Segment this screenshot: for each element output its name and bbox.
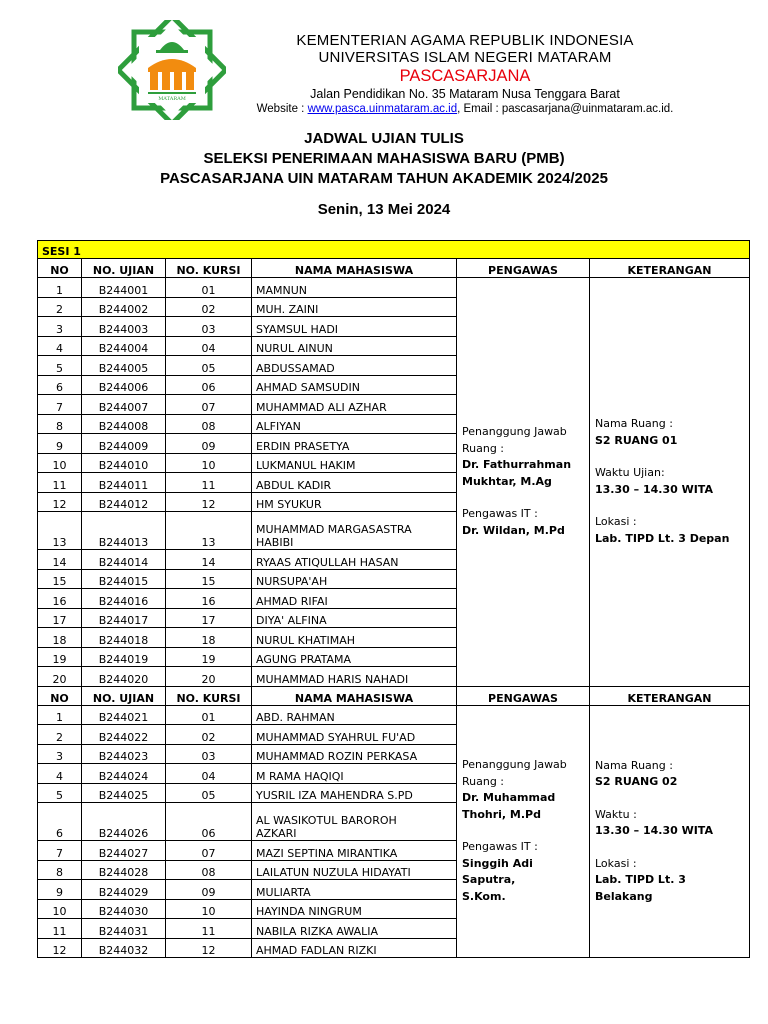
- row-number: 1: [38, 278, 82, 298]
- student-name: [252, 589, 457, 609]
- title-line-3: PASCASARJANA UIN MATARAM TAHUN AKADEMIK 2024/2025: [160, 170, 608, 187]
- col-student-name-header: NAMA MAHASISWA: [252, 686, 457, 705]
- student-name-line: NURUL AINUN: [256, 342, 333, 355]
- table-row: [38, 705, 750, 725]
- student-name-line: YUSRIL IZA MAHENDRA S.PD: [256, 789, 413, 802]
- seat-number: 02: [166, 725, 252, 745]
- student-name-line: SYAMSUL HADI: [256, 322, 339, 336]
- student-name-line: MUHAMMAD ROZIN PERKASA: [256, 750, 418, 763]
- row-number: 5: [38, 356, 82, 376]
- seat-number: 11: [166, 473, 252, 493]
- student-name: [252, 473, 457, 493]
- student-name: [252, 395, 457, 415]
- student-name: [252, 512, 457, 550]
- exam-number: B244029: [82, 880, 166, 900]
- student-name: [252, 550, 457, 570]
- supervisor-name: Dr. Muhammad: [462, 791, 556, 805]
- exam-time: 13.30 – 14.30 WITA: [595, 824, 713, 837]
- exam-number: B244005: [82, 356, 166, 376]
- spacer: [595, 449, 744, 465]
- student-name: [252, 803, 457, 841]
- exam-number: B244027: [82, 841, 166, 861]
- student-name: [252, 744, 457, 764]
- student-name-line: MUHAMMAD HARIS NAHADI: [256, 672, 409, 686]
- col-remarks-header: KETERANGAN: [590, 686, 750, 705]
- col-supervisor-header: PENGAWAS: [457, 686, 590, 705]
- exam-number: B244016: [82, 589, 166, 609]
- row-number: 13: [38, 512, 82, 550]
- row-number: 16: [38, 589, 82, 609]
- exam-number: B244018: [82, 628, 166, 648]
- student-name: [252, 841, 457, 861]
- student-name-line: ALFIYAN: [256, 420, 301, 433]
- seat-number: 20: [166, 667, 252, 687]
- seat-number: 09: [166, 434, 252, 454]
- spacer: [595, 498, 744, 514]
- exam-number: B244022: [82, 725, 166, 745]
- spacer: [595, 791, 744, 807]
- seat-number: 06: [166, 375, 252, 395]
- exam-number: B244026: [82, 803, 166, 841]
- student-name-line: NURSUPA'AH: [256, 575, 328, 588]
- seat-number: 06: [166, 803, 252, 841]
- time-label: Waktu :: [595, 807, 637, 821]
- student-name-line: AHMAD RIFAI: [256, 594, 328, 608]
- student-name: [252, 414, 457, 434]
- it-supervisor-name-2: S.Kom.: [462, 889, 506, 903]
- student-name-line: NABILA RIZKA AWALIA: [256, 924, 379, 938]
- supervisor-role-label-2: Ruang :: [462, 441, 505, 455]
- row-number: 1: [38, 705, 82, 725]
- exam-number: B244007: [82, 395, 166, 415]
- col-seat-number-header: NO. KURSI: [166, 686, 252, 705]
- seat-number: 04: [166, 764, 252, 784]
- seat-number: 05: [166, 783, 252, 803]
- row-number: 18: [38, 628, 82, 648]
- room-label: Nama Ruang :: [595, 758, 673, 772]
- row-number: 7: [38, 395, 82, 415]
- student-name-line: AHMAD FADLAN RIZKI: [256, 944, 377, 957]
- student-name-line: NURUL KHATIMAH: [256, 633, 356, 647]
- row-number: 4: [38, 764, 82, 784]
- exam-number: B244031: [82, 919, 166, 939]
- ministry-name: KEMENTERIAN AGAMA REPUBLIK INDONESIA: [296, 32, 634, 49]
- exam-date: Senin, 13 Mei 2024: [317, 201, 451, 218]
- row-number: 14: [38, 550, 82, 570]
- row-number: 12: [38, 938, 82, 958]
- student-name-line: ABDUL KADIR: [256, 478, 332, 492]
- student-name: [252, 453, 457, 473]
- student-name: [252, 880, 457, 900]
- exam-number: B244024: [82, 764, 166, 784]
- address: Jalan Pendidikan No. 35 Mataram Nusa Tenggara Barat: [310, 87, 620, 101]
- row-number: 11: [38, 473, 82, 493]
- student-name-line-2: AZKARI: [256, 827, 297, 840]
- exam-number: B244021: [82, 705, 166, 725]
- student-name-line: DIYA' ALFINA: [256, 614, 327, 627]
- student-name-line: MUHAMMAD SYAHRUL FU'AD: [256, 730, 416, 744]
- student-name-line: LAILATUN NUZULA HIDAYATI: [256, 866, 411, 879]
- logo-caption: MATARAM: [158, 96, 186, 102]
- student-name: [252, 705, 457, 725]
- time-label: Waktu Ujian:: [595, 466, 665, 480]
- student-name-line: HM SYUKUR: [256, 498, 322, 511]
- col-student-name-header: NAMA MAHASISWA: [252, 259, 457, 278]
- exam-number: B244002: [82, 297, 166, 317]
- spacer: [595, 840, 744, 856]
- row-number: 9: [38, 434, 82, 454]
- student-name: [252, 860, 457, 880]
- seat-number: 19: [166, 647, 252, 667]
- row-number: 6: [38, 375, 82, 395]
- row-number: 10: [38, 899, 82, 919]
- row-number: 8: [38, 860, 82, 880]
- exam-location: Lab. TIPD Lt. 3 Depan: [595, 531, 730, 545]
- supervisor-info: [457, 278, 590, 687]
- row-number: 3: [38, 744, 82, 764]
- student-name-line: MUHAMMAD ALI AZHAR: [256, 400, 387, 414]
- seat-number: 15: [166, 569, 252, 589]
- student-name: [252, 569, 457, 589]
- student-name: [252, 919, 457, 939]
- exam-number: B244020: [82, 667, 166, 687]
- seat-number: 12: [166, 492, 252, 512]
- row-number: 15: [38, 569, 82, 589]
- spacer: [462, 490, 584, 506]
- it-supervisor-label: Pengawas IT :: [462, 840, 538, 854]
- seat-number: 01: [166, 278, 252, 298]
- seat-number: 11: [166, 919, 252, 939]
- title-line-1: JADWAL UJIAN TULIS: [304, 130, 464, 147]
- schedule-body: [38, 241, 750, 958]
- student-name-line: AL WASIKOTUL BAROROH: [256, 814, 397, 827]
- row-number: 17: [38, 608, 82, 628]
- supervisor-name: Dr. Fathurrahman: [462, 458, 572, 472]
- student-name-line: M RAMA HAQIQI: [256, 769, 344, 783]
- exam-number: B244013: [82, 512, 166, 550]
- student-name: [252, 725, 457, 745]
- exam-number: B244001: [82, 278, 166, 298]
- col-no-header: NO: [38, 686, 82, 705]
- student-name-line: MAMNUN: [256, 283, 308, 297]
- seat-number: 10: [166, 453, 252, 473]
- supervisor-name-2: Thohri, M.Pd: [462, 807, 541, 821]
- row-number: 5: [38, 783, 82, 803]
- seat-number: 12: [166, 938, 252, 958]
- student-name-line: RYAAS ATIQULLAH HASAN: [256, 555, 399, 569]
- row-number: 2: [38, 297, 82, 317]
- col-exam-number-header: NO. UJIAN: [82, 259, 166, 278]
- student-name: [252, 375, 457, 395]
- student-name-line: MULIARTA: [256, 885, 311, 899]
- student-name-line: MUHAMMAD MARGASASTRA: [256, 523, 412, 536]
- row-number: 20: [38, 667, 82, 687]
- it-supervisor-name: Singgih Adi Saputra,: [462, 856, 533, 887]
- student-name-line: AHMAD SAMSUDIN: [256, 381, 360, 394]
- supervisor-role-label: Penanggung Jawab: [462, 425, 567, 439]
- it-supervisor-label: Pengawas IT :: [462, 507, 538, 521]
- session-label: SESI 1: [38, 241, 750, 259]
- exam-number: B244014: [82, 550, 166, 570]
- seat-number: 08: [166, 860, 252, 880]
- room-name: S2 RUANG 01: [595, 433, 678, 447]
- exam-number: B244004: [82, 336, 166, 356]
- seat-number: 18: [166, 628, 252, 648]
- student-name: [252, 899, 457, 919]
- seat-number: 04: [166, 336, 252, 356]
- exam-number: B244025: [82, 783, 166, 803]
- row-number: 2: [38, 725, 82, 745]
- row-number: 3: [38, 317, 82, 337]
- exam-number: B244019: [82, 647, 166, 667]
- row-number: 12: [38, 492, 82, 512]
- student-name: [252, 608, 457, 628]
- col-supervisor-header: PENGAWAS: [457, 259, 590, 278]
- exam-time: 13.30 – 14.30 WITA: [595, 482, 713, 496]
- seat-number: 01: [166, 705, 252, 725]
- exam-number: B244023: [82, 744, 166, 764]
- row-number: 7: [38, 841, 82, 861]
- room-label: Nama Ruang :: [595, 417, 673, 431]
- exam-number: B244028: [82, 860, 166, 880]
- row-number: 9: [38, 880, 82, 900]
- location-label: Lokasi :: [595, 856, 637, 870]
- student-name-line: ABD. RAHMAN: [256, 711, 335, 724]
- seat-number: 09: [166, 880, 252, 900]
- row-number: 6: [38, 803, 82, 841]
- col-exam-number-header: NO. UJIAN: [82, 686, 166, 705]
- col-no-header: NO: [38, 259, 82, 278]
- student-name-line: AGUNG PRATAMA: [256, 653, 352, 666]
- exam-number: B244010: [82, 453, 166, 473]
- student-name: [252, 356, 457, 376]
- email-text: , Email : pascasarjana@uinmataram.ac.id.: [457, 103, 674, 115]
- seat-number: 03: [166, 317, 252, 337]
- student-name-line: ERDIN PRASETYA: [256, 439, 350, 453]
- seat-number: 08: [166, 414, 252, 434]
- student-name-line: ABDUSSAMAD: [256, 361, 335, 375]
- exam-number: B244015: [82, 569, 166, 589]
- student-name: [252, 764, 457, 784]
- university-name: UNIVERSITAS ISLAM NEGERI MATARAM: [318, 49, 612, 66]
- exam-location: Lab. TIPD Lt. 3 Belakang: [595, 873, 686, 903]
- col-seat-number-header: NO. KURSI: [166, 259, 252, 278]
- seat-number: 05: [166, 356, 252, 376]
- column-header-row: [38, 259, 750, 278]
- student-name: [252, 434, 457, 454]
- seat-number: 02: [166, 297, 252, 317]
- student-name-line: LUKMANUL HAKIM: [256, 459, 356, 472]
- row-number: 19: [38, 647, 82, 667]
- row-number: 11: [38, 919, 82, 939]
- document-titles: [0, 129, 768, 220]
- column-header-row: [38, 686, 750, 705]
- student-name: [252, 297, 457, 317]
- website-link[interactable]: www.pasca.uinmataram.ac.id: [307, 103, 458, 115]
- seat-number: 17: [166, 608, 252, 628]
- room-name: S2 RUANG 02: [595, 775, 678, 788]
- student-name: [252, 938, 457, 958]
- website-label: Website :: [256, 103, 308, 115]
- table-row: [38, 278, 750, 298]
- seat-number: 07: [166, 841, 252, 861]
- it-supervisor-name: Dr. Wildan, M.Pd: [462, 523, 565, 537]
- title-line-2: SELEKSI PENERIMAAN MAHASISWA BARU (PMB): [203, 150, 565, 167]
- student-name-line: MAZI SEPTINA MIRANTIKA: [256, 846, 398, 860]
- exam-number: B244009: [82, 434, 166, 454]
- exam-number: B244012: [82, 492, 166, 512]
- remarks-info: [590, 278, 750, 687]
- seat-number: 10: [166, 899, 252, 919]
- exam-number: B244011: [82, 473, 166, 493]
- row-number: 10: [38, 453, 82, 473]
- seat-number: 14: [166, 550, 252, 570]
- student-name: [252, 647, 457, 667]
- student-name: [252, 336, 457, 356]
- student-name: [252, 317, 457, 337]
- remarks-info: [590, 705, 750, 958]
- session-row: [38, 241, 750, 259]
- exam-number: B244030: [82, 899, 166, 919]
- faculty-name: PASCASARJANA: [399, 67, 531, 85]
- contact-line: [210, 102, 720, 117]
- seat-number: 03: [166, 744, 252, 764]
- seat-number: 07: [166, 395, 252, 415]
- location-label: Lokasi :: [595, 515, 637, 529]
- spacer: [462, 823, 584, 839]
- supervisor-info: [457, 705, 590, 958]
- letterhead: [0, 0, 768, 125]
- exam-number: B244006: [82, 375, 166, 395]
- supervisor-name-2: Mukhtar, M.Ag: [462, 474, 552, 488]
- row-number: 4: [38, 336, 82, 356]
- student-name-line: MUH. ZAINI: [256, 303, 319, 316]
- student-name: [252, 278, 457, 298]
- supervisor-role-label-2: Ruang :: [462, 774, 505, 788]
- student-name-line: HAYINDA NINGRUM: [256, 905, 362, 918]
- exam-schedule-table: [37, 240, 750, 958]
- institution-header: [210, 32, 720, 117]
- seat-number: 16: [166, 589, 252, 609]
- supervisor-role-label: Penanggung Jawab: [462, 758, 567, 772]
- student-name: [252, 783, 457, 803]
- student-name-line-2: HABIBI: [256, 536, 294, 549]
- col-remarks-header: KETERANGAN: [590, 259, 750, 278]
- student-name: [252, 628, 457, 648]
- student-name: [252, 667, 457, 687]
- row-number: 8: [38, 414, 82, 434]
- exam-number: B244017: [82, 608, 166, 628]
- exam-number: B244008: [82, 414, 166, 434]
- seat-number: 13: [166, 512, 252, 550]
- exam-number: B244003: [82, 317, 166, 337]
- student-name: [252, 492, 457, 512]
- exam-number: B244032: [82, 938, 166, 958]
